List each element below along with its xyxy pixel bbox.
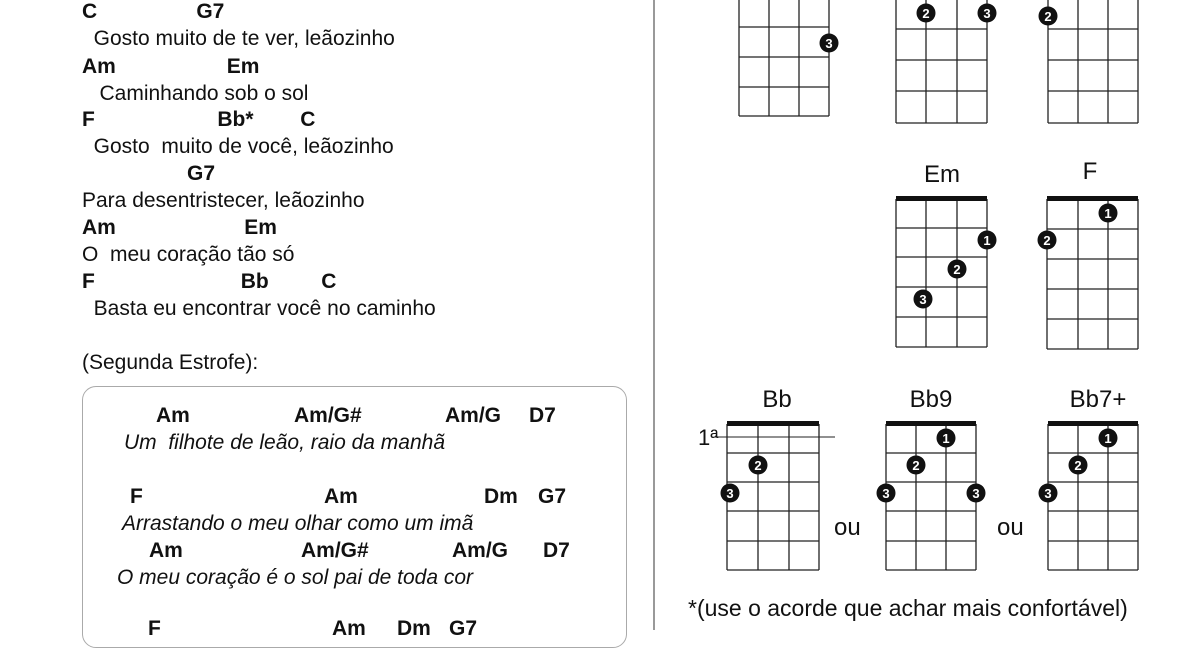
finger-dot <box>937 429 956 448</box>
em-nut <box>896 196 987 201</box>
chord-line-1: C G7 <box>82 0 225 23</box>
finger-dot <box>1069 456 1088 475</box>
svg-text:3: 3 <box>1044 486 1052 501</box>
finger-dot <box>721 484 740 503</box>
svg-text:2: 2 <box>754 458 762 473</box>
box-chord-10: Am/G# <box>301 539 369 562</box>
or-label-1: ou <box>834 514 861 541</box>
finger-dot <box>907 456 926 475</box>
diagram-em <box>896 199 987 347</box>
svg-text:3: 3 <box>972 486 980 501</box>
box-chord-7: Dm <box>484 485 518 508</box>
finger-dot <box>1099 429 1118 448</box>
diagram-am-partial <box>1048 0 1138 123</box>
finger-dot <box>967 484 986 503</box>
chord-line-6: F Bb C <box>82 270 337 293</box>
box-chord-1: Am <box>156 404 190 427</box>
lyric-line-2: Caminhando sob o sol <box>82 82 309 105</box>
svg-text:1: 1 <box>1104 431 1112 446</box>
finger-dot <box>1099 204 1118 223</box>
f-nut <box>1047 196 1138 201</box>
chord-diagrams <box>660 0 1200 630</box>
chord-name-bb9: Bb9 <box>909 386 953 413</box>
svg-text:3: 3 <box>919 292 927 307</box>
svg-text:3: 3 <box>882 486 890 501</box>
finger-dot <box>914 290 933 309</box>
chord-line-5: Am Em <box>82 216 277 239</box>
fret-label: 1ª <box>698 425 719 450</box>
column-divider <box>653 0 655 630</box>
box-chord-16: G7 <box>449 617 478 640</box>
box-chord-11: Am/G <box>452 539 509 562</box>
lyric-line-1: Gosto muito de te ver, leãozinho <box>82 27 395 50</box>
bb-nut <box>727 421 819 426</box>
svg-text:3: 3 <box>983 6 991 21</box>
box-chord-15: Dm <box>397 617 431 640</box>
box-chord-2: Am/G# <box>294 404 362 427</box>
chord-name-em: Em <box>924 161 960 188</box>
svg-text:1: 1 <box>983 233 991 248</box>
diagram-bb7plus <box>1048 424 1138 570</box>
chord-line-4: G7 <box>82 162 216 185</box>
lyric-line-4: Para desentristecer, leãozinho <box>82 189 365 212</box>
svg-text:2: 2 <box>953 262 961 277</box>
chord-name-f: F <box>1082 158 1098 185</box>
lyric-line-5: O meu coração tão só <box>82 243 295 266</box>
diagram-bb9 <box>886 424 976 570</box>
finger-dot <box>1038 231 1057 250</box>
svg-text:2: 2 <box>1043 233 1051 248</box>
box-chord-5: F <box>130 485 143 508</box>
diagram-c-partial <box>739 0 829 116</box>
svg-text:2: 2 <box>1074 458 1082 473</box>
box-chord-14: Am <box>332 617 366 640</box>
finger-dot <box>917 4 936 23</box>
finger-dot <box>877 484 896 503</box>
finger-dot <box>820 34 839 53</box>
box-chord-4: D7 <box>529 404 556 427</box>
finger-dot <box>749 456 768 475</box>
finger-dot <box>978 231 997 250</box>
or-label-2: ou <box>997 514 1024 541</box>
svg-text:2: 2 <box>1044 9 1052 24</box>
svg-text:1: 1 <box>942 431 950 446</box>
section-label: (Segunda Estrofe): <box>82 351 259 374</box>
finger-dot <box>948 260 967 279</box>
box-chord-13: F <box>148 617 161 640</box>
chord-line-3: F Bb* C <box>82 108 316 131</box>
diagram-f <box>1047 199 1138 349</box>
svg-text:3: 3 <box>825 36 833 51</box>
finger-dot <box>1039 484 1058 503</box>
box-chord-6: Am <box>324 485 358 508</box>
bb9-nut <box>886 421 976 426</box>
svg-text:1: 1 <box>1104 206 1112 221</box>
svg-text:2: 2 <box>922 6 930 21</box>
bb7plus-nut <box>1048 421 1138 426</box>
lyric-line-3: Gosto muito de você, leãozinho <box>82 135 394 158</box>
footnote: *(use o acorde que achar mais confortável) <box>688 595 1128 621</box>
svg-text:2: 2 <box>912 458 920 473</box>
diagram-g7-partial <box>896 0 987 123</box>
svg-text:3: 3 <box>726 486 734 501</box>
lyric-line-6: Basta eu encontrar você no caminho <box>82 297 436 320</box>
chord-name-bb: Bb <box>762 386 792 413</box>
box-lyric-2: Arrastando o meu olhar como um imã <box>122 512 474 535</box>
finger-dot <box>1039 7 1058 26</box>
chord-name-bb7plus: Bb7+ <box>1069 386 1127 413</box>
box-chord-3: Am/G <box>445 404 502 427</box>
finger-dot <box>978 4 997 23</box>
box-chord-9: Am <box>149 539 183 562</box>
chord-line-2: Am Em <box>82 55 260 78</box>
box-chord-12: D7 <box>543 539 570 562</box>
box-lyric-1: Um filhote de leão, raio da manhã <box>124 431 446 454</box>
box-lyric-3: O meu coração é o sol pai de toda cor <box>117 566 474 589</box>
box-chord-8: G7 <box>538 485 567 508</box>
